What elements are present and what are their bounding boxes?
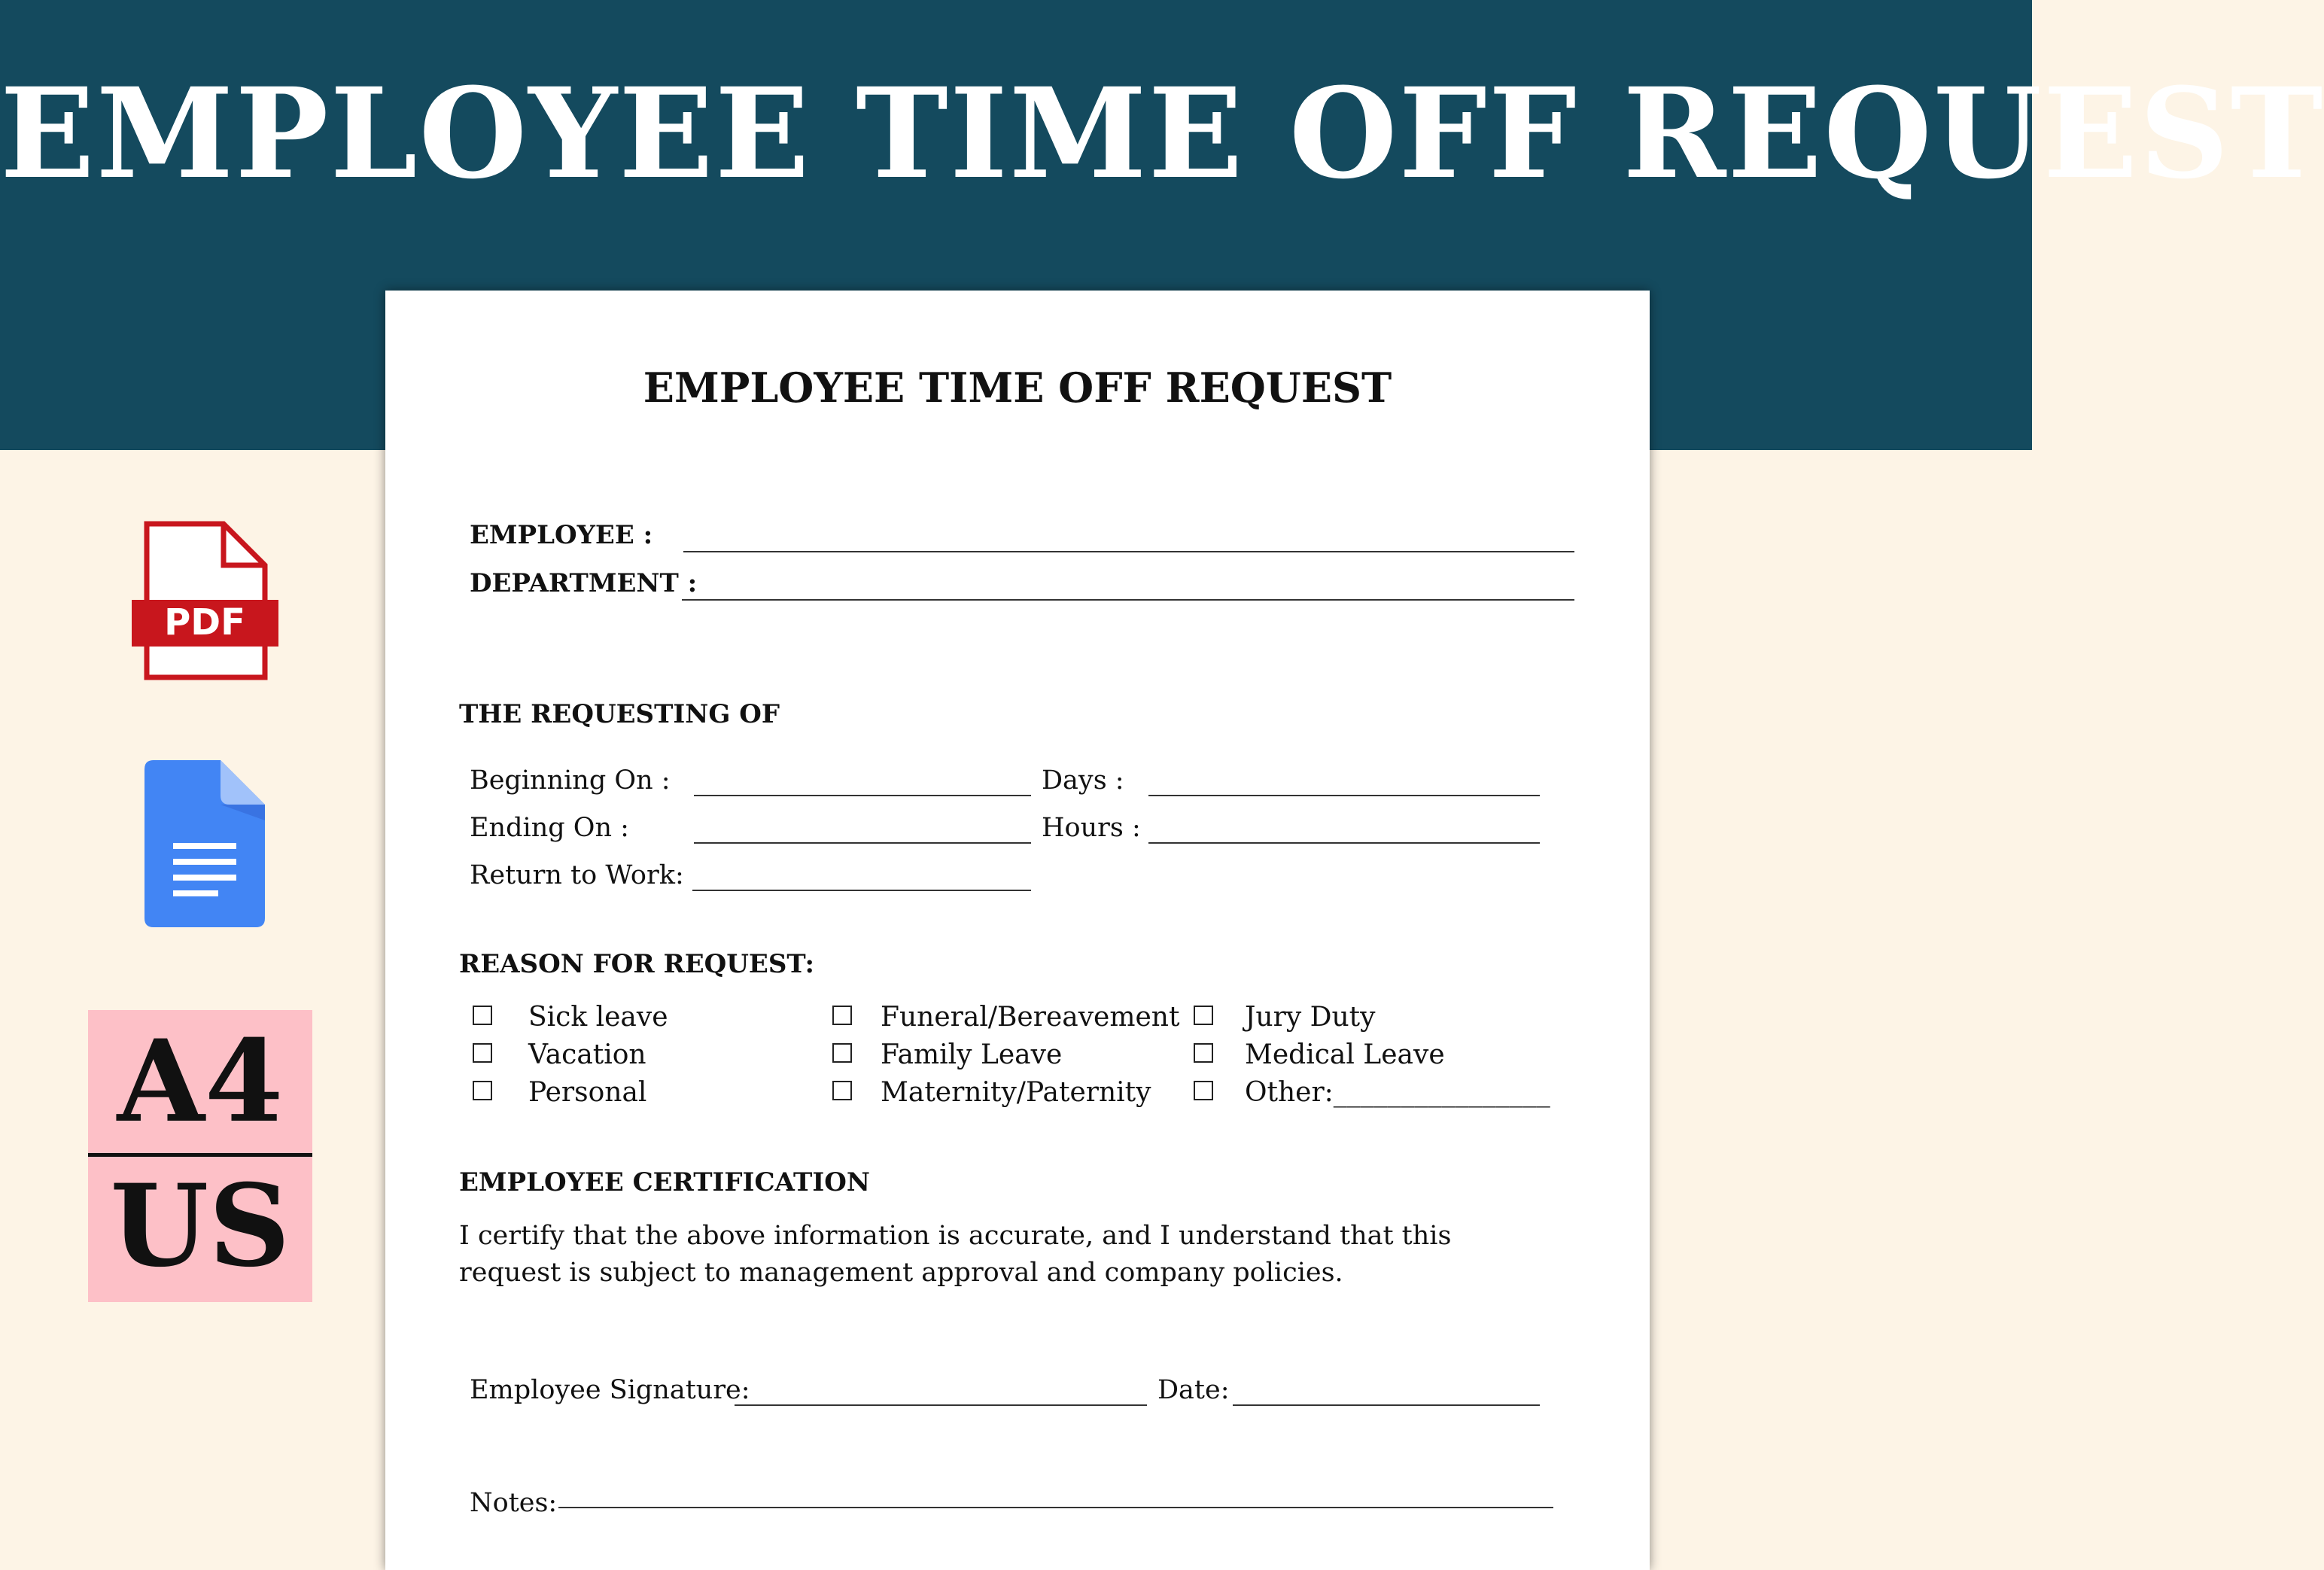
medical-leave-checkbox[interactable] [1194, 1043, 1213, 1063]
signature-label: Employee Signature: [470, 1375, 750, 1405]
department-field[interactable] [682, 599, 1574, 601]
return-field[interactable] [692, 890, 1031, 891]
reason-heading: REASON FOR REQUEST: [459, 949, 815, 979]
certification-heading: EMPLOYEE CERTIFICATION [459, 1167, 870, 1197]
document-title: EMPLOYEE TIME OFF REQUEST [643, 364, 1392, 412]
ending-field[interactable] [694, 842, 1031, 844]
jury-duty-checkbox[interactable] [1194, 1006, 1213, 1025]
a4-label: A4 [117, 1015, 284, 1148]
notes-field[interactable] [558, 1507, 1553, 1508]
maternity-label: Maternity/Paternity [881, 1077, 1151, 1108]
medical-leave-label: Medical Leave [1245, 1039, 1445, 1070]
hours-label: Hours : [1042, 813, 1141, 843]
personal-label: Personal [528, 1077, 647, 1108]
badge-divider [88, 1153, 312, 1157]
other-checkbox[interactable] [1194, 1081, 1213, 1100]
date-label: Date: [1157, 1375, 1230, 1405]
family-leave-checkbox[interactable] [832, 1043, 852, 1063]
days-label: Days : [1042, 765, 1124, 796]
department-label: DEPARTMENT : [470, 568, 698, 598]
beginning-field[interactable] [694, 795, 1031, 796]
certification-text: I certify that the above information is accurate, and I understand that this request is subject to management approval and company policies. [459, 1221, 1452, 1288]
beginning-label: Beginning On : [470, 765, 671, 796]
requesting-heading: THE REQUESTING OF [459, 699, 780, 729]
ending-label: Ending On : [470, 813, 629, 843]
pdf-label: PDF [164, 601, 245, 644]
paper-size-badge [88, 1010, 312, 1302]
funeral-label: Funeral/Bereavement [881, 1002, 1180, 1033]
hours-field[interactable] [1148, 842, 1540, 844]
notes-label: Notes: [470, 1488, 558, 1518]
funeral-checkbox[interactable] [832, 1006, 852, 1025]
maternity-checkbox[interactable] [832, 1081, 852, 1100]
us-label: US [110, 1160, 290, 1292]
personal-checkbox[interactable] [473, 1081, 492, 1100]
sick-leave-label: Sick leave [528, 1002, 668, 1033]
pdf-icon [128, 519, 286, 685]
sick-leave-checkbox[interactable] [473, 1006, 492, 1025]
banner-title: EMPLOYEE TIME OFF REQUEST [0, 60, 2324, 206]
vacation-checkbox[interactable] [473, 1043, 492, 1063]
other-label: Other:________________ [1245, 1077, 1550, 1108]
signature-field[interactable] [735, 1404, 1147, 1406]
employee-field[interactable] [683, 551, 1574, 552]
document-page [385, 291, 1650, 1570]
jury-duty-label: Jury Duty [1245, 1002, 1376, 1033]
return-label: Return to Work: [470, 860, 684, 890]
family-leave-label: Family Leave [881, 1039, 1063, 1070]
vacation-label: Vacation [528, 1039, 646, 1070]
google-docs-icon [143, 760, 267, 930]
days-field[interactable] [1148, 795, 1540, 796]
employee-label: EMPLOYEE : [470, 520, 653, 550]
date-field[interactable] [1233, 1404, 1540, 1406]
